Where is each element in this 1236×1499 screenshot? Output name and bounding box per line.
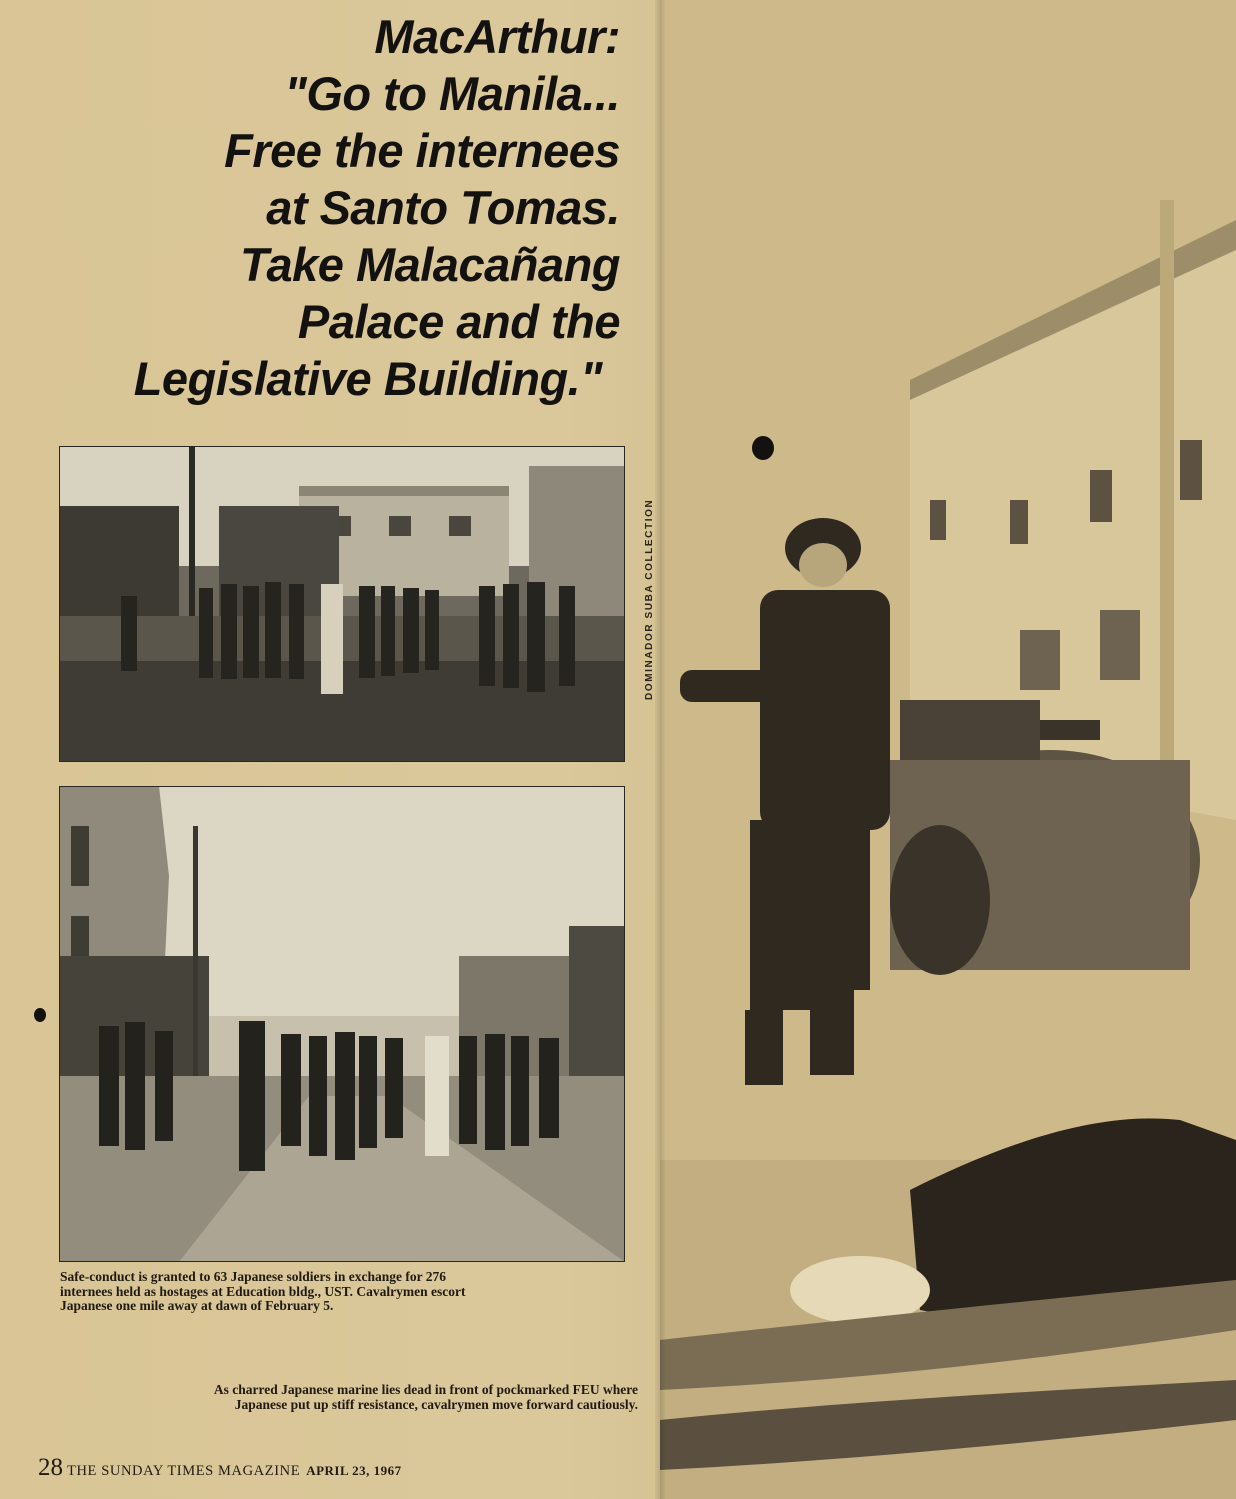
caption-safe-conduct: Safe-conduct is granted to 63 Japanese soldiers in exchange for 276 internees held as hostages at Education bldg., UST. Cavalrymen escort Japanese one mile away at dawn of February 5. [60,1269,466,1313]
caption-charred-marine: As charred Japanese marine lies dead in front of pockmarked FEU where Japanese put up stiff resistance, cavalrymen move forward cautiously. [213,1382,638,1412]
headline-line-2: "Go to Manila... [284,67,620,120]
photo-credit: DOMINADOR SUBA COLLECTION [644,498,655,700]
photo-cavalry-escort [59,786,625,1262]
page-footer [38,1454,402,1482]
headline-line-1: MacArthur: [374,10,620,63]
headline [20,8,620,407]
binding-hole [752,436,774,460]
headline-line-7: Legislative Building." [133,352,602,405]
issue-date: APRIL 23, 1967 [306,1463,402,1478]
page-number: 28 [38,1454,63,1481]
headline-line-3: Free the internees [224,124,620,177]
photo-soldier-tank [660,0,1236,1499]
magazine-name: THE SUNDAY TIMES MAGAZINE [67,1463,301,1479]
page-gutter [655,0,665,1499]
photo-soldiers-street [59,446,625,762]
headline-line-6: Palace and the [297,295,620,348]
headline-line-5: Take Malacañang [240,238,620,291]
binding-hole [34,1008,46,1022]
headline-line-4: at Santo Tomas. [266,181,620,234]
